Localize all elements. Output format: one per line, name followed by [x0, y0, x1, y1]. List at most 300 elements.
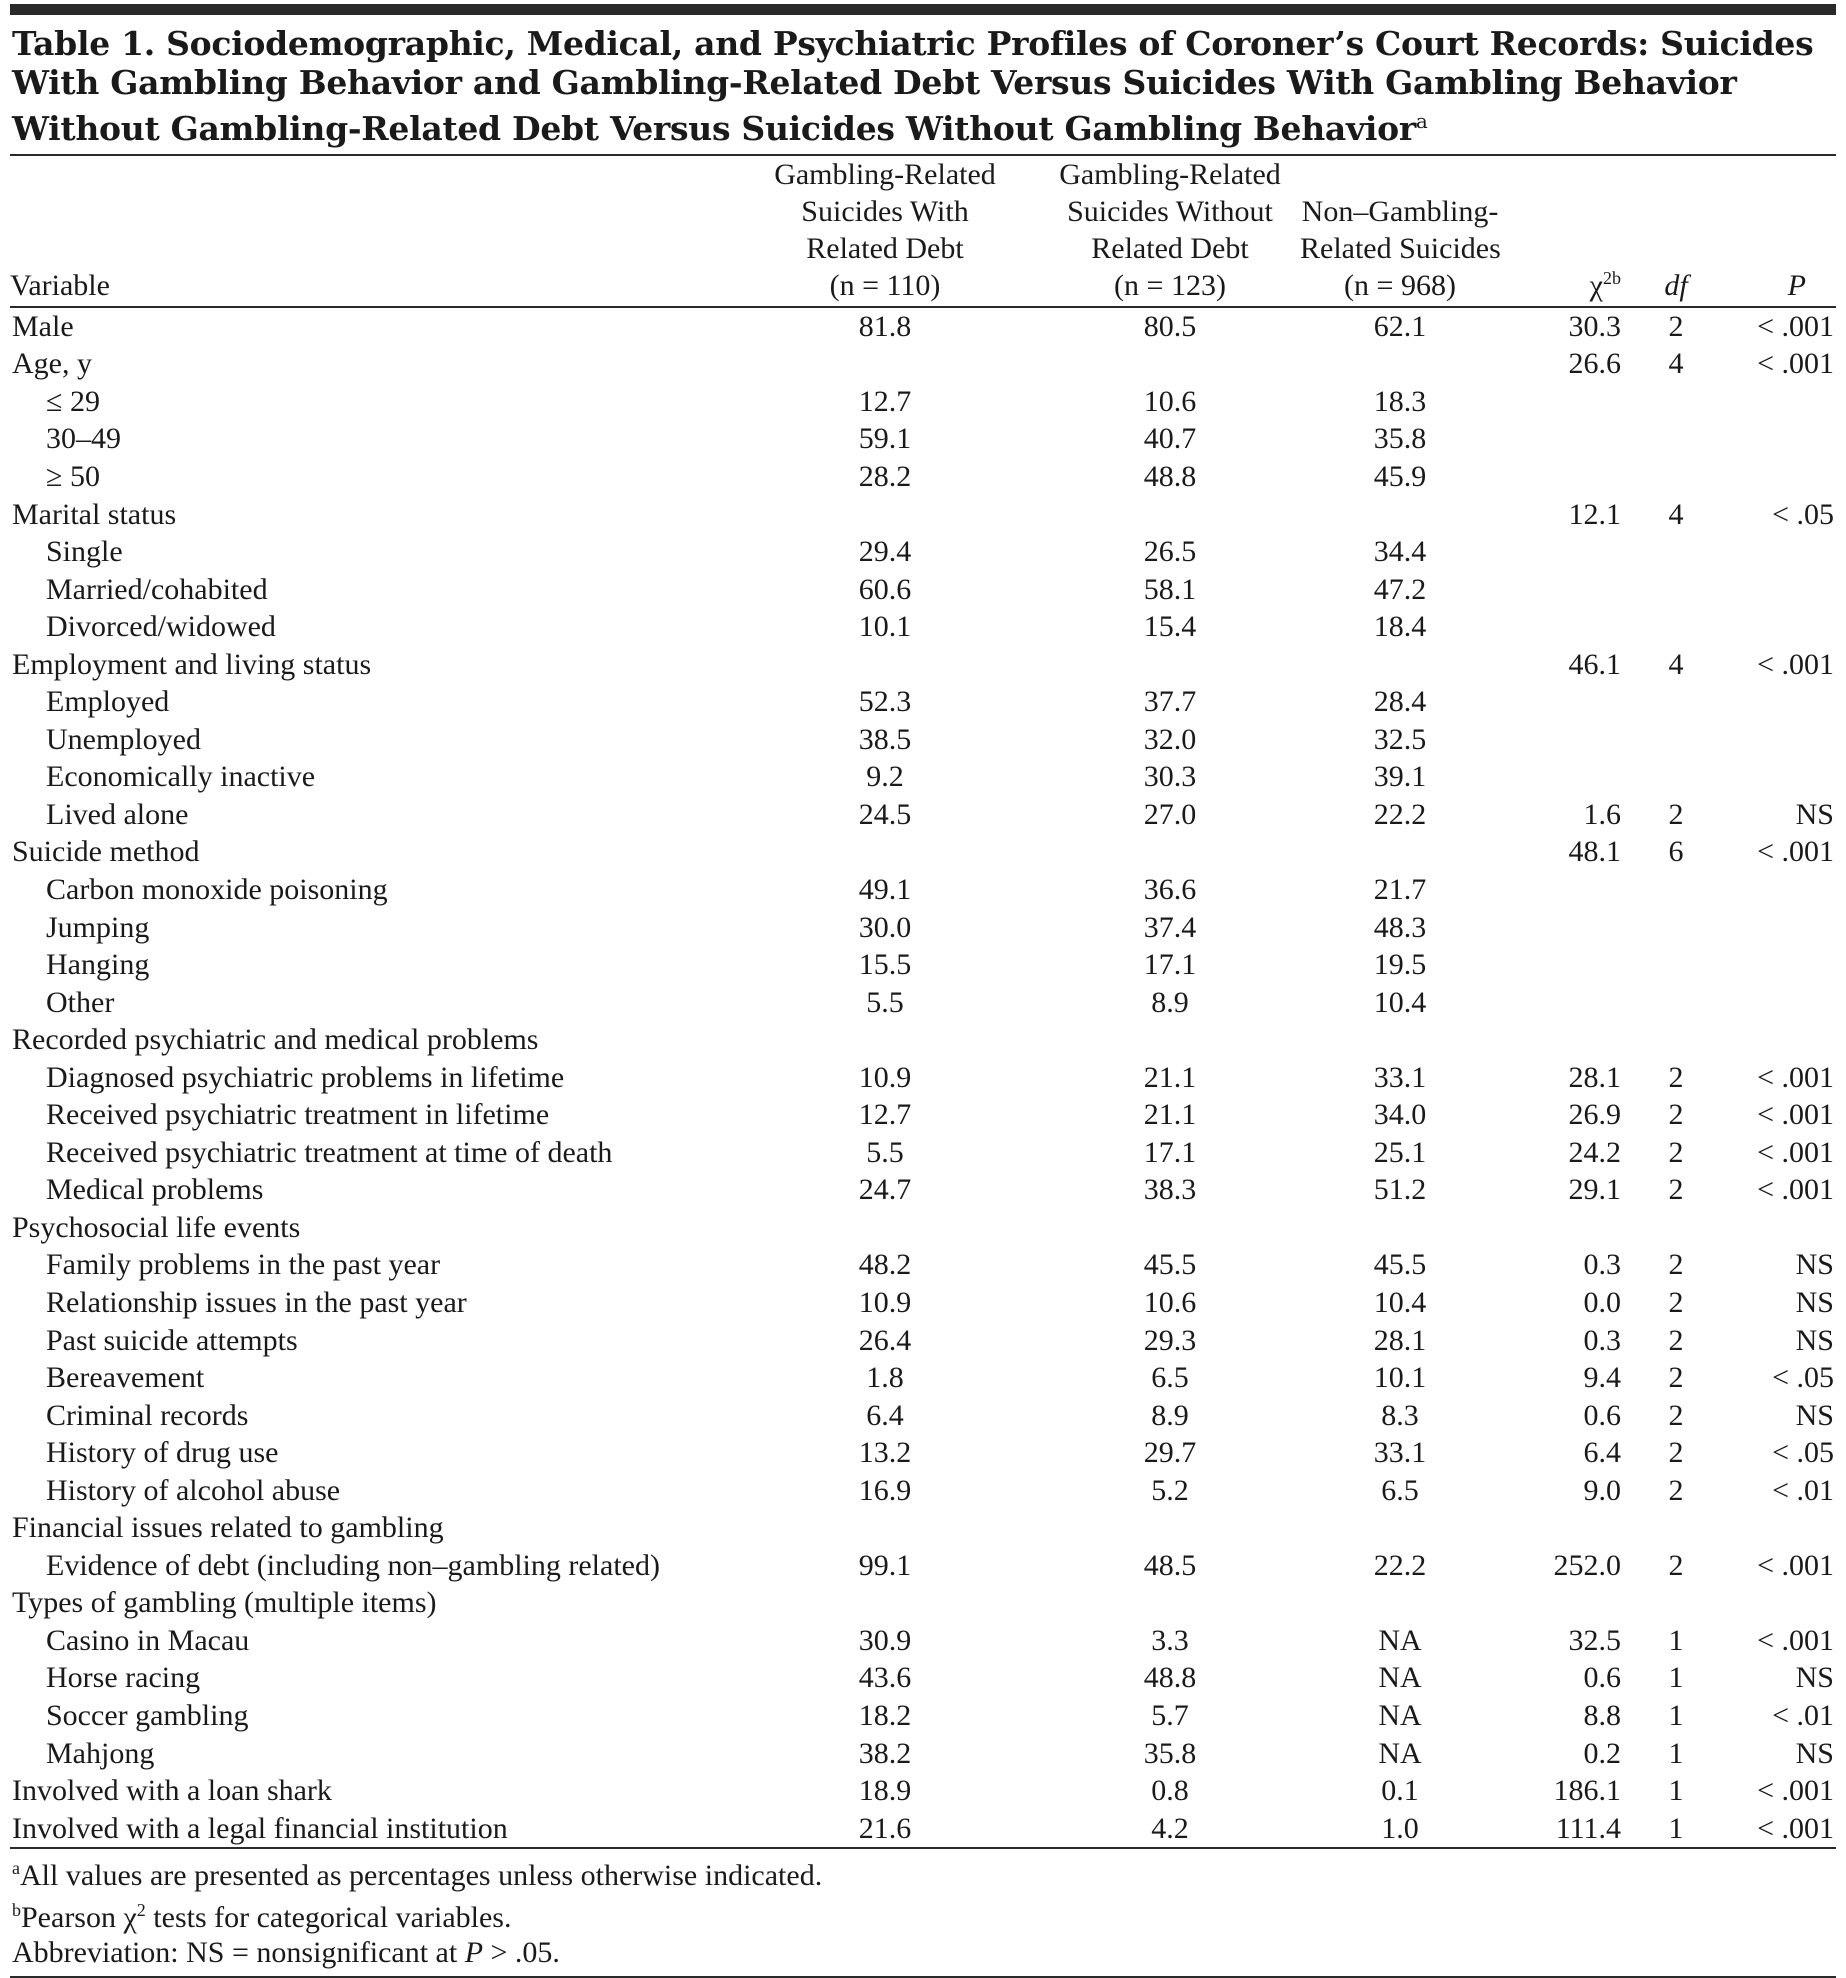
cell-c1: 15.5	[858, 948, 912, 982]
table-row	[10, 1510, 1836, 1548]
cell-p: < .001	[1757, 347, 1834, 381]
row-label: Married/cohabited	[46, 572, 268, 606]
cell-c3: 28.4	[1373, 685, 1427, 719]
cell-chi	[1500, 759, 1637, 797]
cell-c2: 48.5	[1143, 1548, 1197, 1582]
table-row	[10, 1059, 1836, 1097]
cell-c3: 48.3	[1373, 910, 1427, 944]
cell-c3	[1300, 496, 1500, 534]
cell-p	[1715, 1209, 1836, 1247]
cell-df	[1637, 683, 1715, 721]
cell-c2	[1040, 1209, 1300, 1247]
cell-df: 2	[1668, 309, 1684, 343]
cell-c1: 12.7	[858, 384, 912, 418]
row-label: Age, y	[12, 347, 92, 381]
cell-c3	[1300, 1510, 1500, 1548]
cell-p: < .001	[1757, 1548, 1834, 1582]
cell-c2: 10.6	[1143, 1285, 1197, 1319]
header-col3	[1300, 156, 1500, 307]
footnote-a-text: All values are presented as percentages unless otherwise indicated.	[20, 1859, 823, 1893]
table-row	[10, 1209, 1836, 1247]
table-title	[10, 24, 1836, 148]
cell-df	[1637, 909, 1715, 947]
header-col1-line: Gambling-Related	[774, 158, 996, 191]
cell-c1: 9.2	[866, 760, 904, 794]
row-label: Suicide method	[12, 835, 200, 869]
cell-chi: 0.3	[1583, 1323, 1621, 1357]
cell-c2: 5.7	[1151, 1699, 1189, 1732]
row-label: Divorced/widowed	[46, 610, 276, 644]
cell-p: < .001	[1757, 1623, 1834, 1657]
cell-c3: 19.5	[1373, 948, 1427, 982]
cell-c2: 17.1	[1143, 1135, 1197, 1169]
cell-df	[1637, 871, 1715, 909]
cell-c3	[1300, 1209, 1500, 1247]
cell-p: < .001	[1757, 1135, 1834, 1169]
cell-c3: 32.5	[1373, 722, 1427, 756]
table-row	[10, 1096, 1836, 1134]
cell-chi	[1500, 383, 1637, 421]
cell-df	[1637, 721, 1715, 759]
row-label: History of drug use	[46, 1436, 279, 1470]
row-label: Unemployed	[46, 722, 201, 756]
cell-chi	[1500, 871, 1637, 909]
cell-c3: 28.1	[1373, 1323, 1427, 1357]
cell-c1: 29.4	[858, 535, 912, 569]
abbreviation-text-end: > .05.	[483, 1936, 560, 1970]
data-table	[10, 156, 1836, 1849]
cell-p	[1715, 1021, 1836, 1059]
cell-df	[1637, 421, 1715, 459]
table-row	[10, 571, 1836, 609]
cell-c2: 0.8	[1151, 1774, 1189, 1808]
cell-c2: 37.4	[1143, 910, 1197, 944]
abbreviation-italic: P	[464, 1936, 484, 1970]
header-col1-line: Suicides With	[801, 195, 969, 228]
row-label: Hanging	[46, 948, 150, 982]
header-col3-line: Non–Gambling-	[1301, 195, 1499, 228]
cell-c2: 4.2	[1040, 1810, 1300, 1849]
cell-chi	[1500, 571, 1637, 609]
cell-c1: 26.4	[858, 1323, 912, 1357]
cell-p	[1715, 721, 1836, 759]
table-row	[10, 1660, 1836, 1698]
cell-c2	[1040, 834, 1300, 872]
cell-c3: 22.2	[1373, 797, 1427, 831]
table-row	[10, 1397, 1836, 1435]
row-label: Employment and living status	[12, 647, 372, 681]
table-row	[10, 421, 1836, 459]
cell-df: 2	[1668, 1473, 1684, 1507]
cell-c3: NA	[1378, 1661, 1422, 1695]
cell-c3: 18.3	[1373, 384, 1427, 418]
row-label: Horse racing	[46, 1661, 201, 1695]
row-label: Relationship issues in the past year	[46, 1285, 467, 1319]
header-col3-line: (n = 968)	[1344, 269, 1456, 302]
table-row	[10, 721, 1836, 759]
table-row	[10, 946, 1836, 984]
cell-df: 2	[1668, 1173, 1684, 1207]
cell-df: 1	[1668, 1623, 1684, 1657]
cell-chi: 26.9	[1568, 1098, 1621, 1132]
cell-c1: 5.5	[866, 1135, 904, 1169]
row-label: Types of gambling (multiple items)	[12, 1586, 437, 1620]
cell-df: 2	[1668, 1060, 1684, 1094]
cell-chi	[1500, 608, 1637, 646]
row-label: Jumping	[46, 910, 150, 944]
cell-c1	[730, 1510, 1040, 1548]
cell-c2: 37.7	[1143, 685, 1197, 719]
row-label: ≥ 50	[46, 459, 100, 493]
cell-chi: 46.1	[1568, 647, 1621, 681]
cell-df	[1637, 759, 1715, 797]
cell-df	[1637, 608, 1715, 646]
cell-c3: 1.0	[1300, 1810, 1500, 1849]
cell-chi	[1500, 683, 1637, 721]
cell-c1: 18.9	[858, 1774, 912, 1808]
table-row	[10, 1134, 1836, 1172]
cell-c3: 10.4	[1373, 1285, 1427, 1319]
cell-c2: 36.6	[1143, 872, 1197, 906]
table-row	[10, 1172, 1836, 1210]
cell-c2: 48.8	[1143, 1661, 1197, 1695]
header-p: P	[1787, 269, 1806, 302]
row-label: Medical problems	[46, 1173, 264, 1207]
cell-c2: 35.8	[1143, 1736, 1197, 1770]
cell-p: < .001	[1757, 309, 1834, 343]
row-label: ≤ 29	[46, 384, 100, 418]
cell-c2	[1040, 1021, 1300, 1059]
cell-df: 4	[1668, 497, 1684, 531]
table-row	[10, 307, 1836, 346]
row-label: Psychosocial life events	[12, 1210, 301, 1244]
cell-df: 1	[1668, 1774, 1684, 1808]
row-label: Bereavement	[46, 1361, 205, 1395]
cell-c1: 48.2	[858, 1248, 912, 1282]
header-col2-line: Related Debt	[1091, 232, 1249, 265]
cell-p: NS	[1795, 1323, 1834, 1357]
row-label: Diagnosed psychiatric problems in lifetime	[46, 1060, 565, 1094]
cell-c1: 24.5	[858, 797, 912, 831]
table-page	[10, 0, 1836, 1978]
cell-chi: 0.0	[1583, 1285, 1621, 1319]
cell-chi	[1500, 721, 1637, 759]
cell-chi: 24.2	[1568, 1135, 1621, 1169]
cell-chi: 48.1	[1568, 835, 1621, 869]
cell-c2: 38.3	[1143, 1173, 1197, 1207]
cell-p	[1715, 1510, 1836, 1548]
cell-c2	[1040, 1585, 1300, 1623]
cell-chi: 1.6	[1583, 797, 1621, 831]
cell-c3: 25.1	[1373, 1135, 1427, 1169]
cell-chi: 111.4	[1500, 1810, 1637, 1849]
cell-c1: 60.6	[858, 572, 912, 606]
cell-chi	[1500, 1510, 1637, 1548]
cell-p: < .01	[1772, 1473, 1834, 1507]
header-col2-line: (n = 123)	[1114, 269, 1226, 302]
cell-c3: NA	[1378, 1623, 1422, 1657]
cell-df	[1637, 946, 1715, 984]
footnote-b-mark: b	[12, 1900, 21, 1921]
cell-p: < .001	[1757, 1173, 1834, 1207]
row-label: Financial issues related to gambling	[12, 1511, 444, 1545]
cell-c3: 8.3	[1381, 1398, 1419, 1432]
row-label: Mahjong	[46, 1736, 155, 1770]
cell-df: 2	[1668, 1323, 1684, 1357]
row-label: Involved with a loan shark	[12, 1774, 332, 1808]
cell-c1: 18.2	[858, 1699, 912, 1732]
cell-c1: 10.9	[858, 1285, 912, 1319]
cell-c2: 26.5	[1143, 535, 1197, 569]
cell-df: 1	[1637, 1810, 1715, 1849]
row-label: Male	[12, 309, 74, 343]
cell-c2: 40.7	[1143, 422, 1197, 456]
cell-df: 1	[1668, 1736, 1684, 1770]
cell-c3	[1300, 1021, 1500, 1059]
cell-c1: 12.7	[858, 1098, 912, 1132]
cell-c3: 34.4	[1373, 535, 1427, 569]
table-row	[10, 346, 1836, 384]
cell-c3: 33.1	[1373, 1060, 1427, 1094]
row-label: History of alcohol abuse	[46, 1473, 341, 1507]
cell-chi: 9.4	[1583, 1361, 1621, 1395]
table-row	[10, 1472, 1836, 1510]
cell-df: 2	[1668, 1248, 1684, 1282]
cell-c3: 33.1	[1373, 1436, 1427, 1470]
cell-p: < .001	[1757, 1060, 1834, 1094]
cell-c2: 29.7	[1143, 1436, 1197, 1470]
cell-p: NS	[1795, 1248, 1834, 1282]
header-chi-symbol: χ	[1589, 269, 1603, 302]
header-row	[10, 156, 1836, 307]
cell-chi: 186.1	[1553, 1774, 1621, 1808]
cell-df	[1637, 1209, 1715, 1247]
cell-c3: 47.2	[1373, 572, 1427, 606]
row-label: Single	[46, 535, 123, 569]
cell-p: NS	[1795, 1661, 1834, 1695]
cell-p	[1715, 871, 1836, 909]
cell-chi	[1500, 946, 1637, 984]
cell-chi: 0.3	[1583, 1248, 1621, 1282]
header-variable: Variable	[10, 269, 110, 302]
cell-c1: 99.1	[858, 1548, 912, 1582]
cell-df: 2	[1668, 1548, 1684, 1582]
row-label: Marital status	[12, 497, 177, 531]
row-label: Carbon monoxide poisoning	[46, 872, 388, 906]
cell-c3: 35.8	[1373, 422, 1427, 456]
cell-c1: 30.0	[858, 910, 912, 944]
row-label: Received psychiatric treatment at time of death	[46, 1135, 613, 1169]
cell-p	[1715, 759, 1836, 797]
cell-c3: 21.7	[1373, 872, 1427, 906]
cell-c1	[730, 834, 1040, 872]
cell-df	[1637, 1510, 1715, 1548]
cell-chi	[1500, 1585, 1637, 1623]
table-row	[10, 834, 1836, 872]
header-col1	[730, 156, 1040, 307]
cell-c2: 8.9	[1151, 985, 1189, 1019]
cell-c2	[1040, 1510, 1300, 1548]
cell-df: 2	[1668, 1135, 1684, 1169]
table-row	[10, 796, 1836, 834]
cell-c1	[730, 646, 1040, 684]
table-row	[10, 646, 1836, 684]
cell-chi: 0.6	[1583, 1398, 1621, 1432]
cell-c1: 6.4	[866, 1398, 904, 1432]
cell-p	[1715, 608, 1836, 646]
cell-chi: 29.1	[1568, 1173, 1621, 1207]
header-col3-line: Related Suicides	[1300, 232, 1501, 265]
table-row	[10, 871, 1836, 909]
cell-p	[1715, 984, 1836, 1022]
row-label: Lived alone	[46, 797, 189, 831]
row-label: Criminal records	[46, 1398, 249, 1432]
cell-c3: 45.5	[1373, 1248, 1427, 1282]
table-row	[10, 1547, 1836, 1585]
cell-c3: 22.2	[1373, 1548, 1427, 1582]
cell-c1: 49.1	[858, 872, 912, 906]
table-row	[10, 1322, 1836, 1360]
cell-p	[1715, 571, 1836, 609]
row-label: Family problems in the past year	[46, 1248, 441, 1282]
cell-c1	[730, 1209, 1040, 1247]
table-row	[10, 1735, 1836, 1773]
cell-chi: 26.6	[1568, 347, 1621, 381]
cell-p: < .05	[1772, 1361, 1834, 1395]
cell-chi: 0.2	[1583, 1736, 1621, 1770]
cell-c2: 80.5	[1143, 309, 1197, 343]
cell-p	[1715, 946, 1836, 984]
row-label: Past suicide attempts	[46, 1323, 298, 1357]
cell-c3	[1300, 646, 1500, 684]
cell-p	[1715, 458, 1836, 496]
cell-c1: 10.1	[858, 610, 912, 644]
table-row	[10, 1697, 1836, 1735]
cell-c1: 13.2	[858, 1436, 912, 1470]
cell-c3	[1300, 834, 1500, 872]
footnote-b-text: Pearson χ	[21, 1901, 137, 1935]
row-label: Involved with a legal financial institution	[10, 1810, 730, 1849]
cell-chi	[1500, 984, 1637, 1022]
cell-p	[1715, 383, 1836, 421]
cell-df: 2	[1668, 1398, 1684, 1432]
header-chi-sup: 2b	[1603, 268, 1621, 288]
cell-p: NS	[1795, 797, 1834, 831]
row-label: Economically inactive	[46, 760, 316, 794]
cell-df: 1	[1668, 1661, 1684, 1695]
table-row	[10, 496, 1836, 534]
cell-p: < .001	[1715, 1810, 1836, 1849]
cell-c3: 34.0	[1373, 1098, 1427, 1132]
row-label: Recorded psychiatric and medical problems	[12, 1023, 539, 1057]
cell-c2: 58.1	[1143, 572, 1197, 606]
table-row	[10, 759, 1836, 797]
cell-c1: 21.6	[730, 1810, 1040, 1849]
cell-c2	[1040, 346, 1300, 384]
cell-c1	[730, 496, 1040, 534]
header-col2-line: Suicides Without	[1067, 195, 1273, 228]
cell-c1: 30.9	[858, 1623, 912, 1657]
table-row	[10, 909, 1836, 947]
cell-c2: 21.1	[1143, 1098, 1197, 1132]
footnote-a	[12, 1851, 1836, 1893]
cell-c1: 52.3	[858, 685, 912, 719]
cell-p	[1715, 1585, 1836, 1623]
cell-c1: 16.9	[858, 1473, 912, 1507]
cell-c1: 1.8	[866, 1361, 904, 1395]
cell-c1: 59.1	[858, 422, 912, 456]
table-row	[10, 383, 1836, 421]
cell-c1: 81.8	[858, 309, 912, 343]
cell-df	[1637, 1021, 1715, 1059]
cell-c3: NA	[1378, 1699, 1422, 1732]
cell-c1	[730, 1021, 1040, 1059]
cell-c2: 5.2	[1151, 1473, 1189, 1507]
cell-c3: 18.4	[1373, 610, 1427, 644]
footnote-b-text-end: tests for categorical variables.	[145, 1901, 512, 1935]
table-row	[10, 683, 1836, 721]
cell-c3	[1300, 1585, 1500, 1623]
row-label: Other	[46, 985, 115, 1019]
footnote-b-sup: 2	[136, 1900, 146, 1921]
cell-c2: 48.8	[1143, 459, 1197, 493]
cell-c2	[1040, 646, 1300, 684]
cell-p	[1715, 533, 1836, 571]
cell-c2: 17.1	[1143, 948, 1197, 982]
cell-c1: 43.6	[858, 1661, 912, 1695]
cell-chi: 8.8	[1583, 1699, 1621, 1732]
cell-c2: 45.5	[1143, 1248, 1197, 1282]
row-label: Casino in Macau	[46, 1623, 250, 1657]
cell-df	[1637, 984, 1715, 1022]
cell-p: < .001	[1757, 647, 1834, 681]
header-col1-line: Related Debt	[806, 232, 964, 265]
cell-chi	[1500, 421, 1637, 459]
cell-chi	[1500, 458, 1637, 496]
cell-c1: 10.9	[858, 1060, 912, 1094]
cell-c3: 51.2	[1373, 1173, 1427, 1207]
cell-chi	[1500, 909, 1637, 947]
cell-p: < .001	[1757, 1774, 1834, 1808]
cell-chi: 6.4	[1583, 1436, 1621, 1470]
header-col2-line: Gambling-Related	[1059, 158, 1281, 191]
cell-df	[1637, 533, 1715, 571]
row-label: Soccer gambling	[46, 1699, 249, 1732]
cell-c2: 10.6	[1143, 384, 1197, 418]
cell-c2: 27.0	[1143, 797, 1197, 831]
cell-df: 2	[1668, 1361, 1684, 1395]
table-row	[10, 1247, 1836, 1285]
cell-chi: 30.3	[1568, 309, 1621, 343]
cell-chi: 252.0	[1553, 1548, 1621, 1582]
row-label: Employed	[46, 685, 170, 719]
header-col1-line: (n = 110)	[829, 269, 941, 302]
cell-p	[1715, 683, 1836, 721]
cell-c3: 0.1	[1381, 1774, 1419, 1808]
cell-c1: 24.7	[858, 1173, 912, 1207]
cell-c1: 5.5	[866, 985, 904, 1019]
cell-c3: 62.1	[1373, 309, 1427, 343]
cell-c3: 10.4	[1373, 985, 1427, 1019]
header-chi-square	[1500, 156, 1637, 307]
header-df: df	[1664, 269, 1688, 302]
cell-df	[1637, 571, 1715, 609]
table-row	[10, 1359, 1836, 1397]
table-row	[10, 1810, 1836, 1849]
cell-c2: 29.3	[1143, 1323, 1197, 1357]
cell-p: NS	[1795, 1285, 1834, 1319]
cell-chi: 0.6	[1583, 1661, 1621, 1695]
